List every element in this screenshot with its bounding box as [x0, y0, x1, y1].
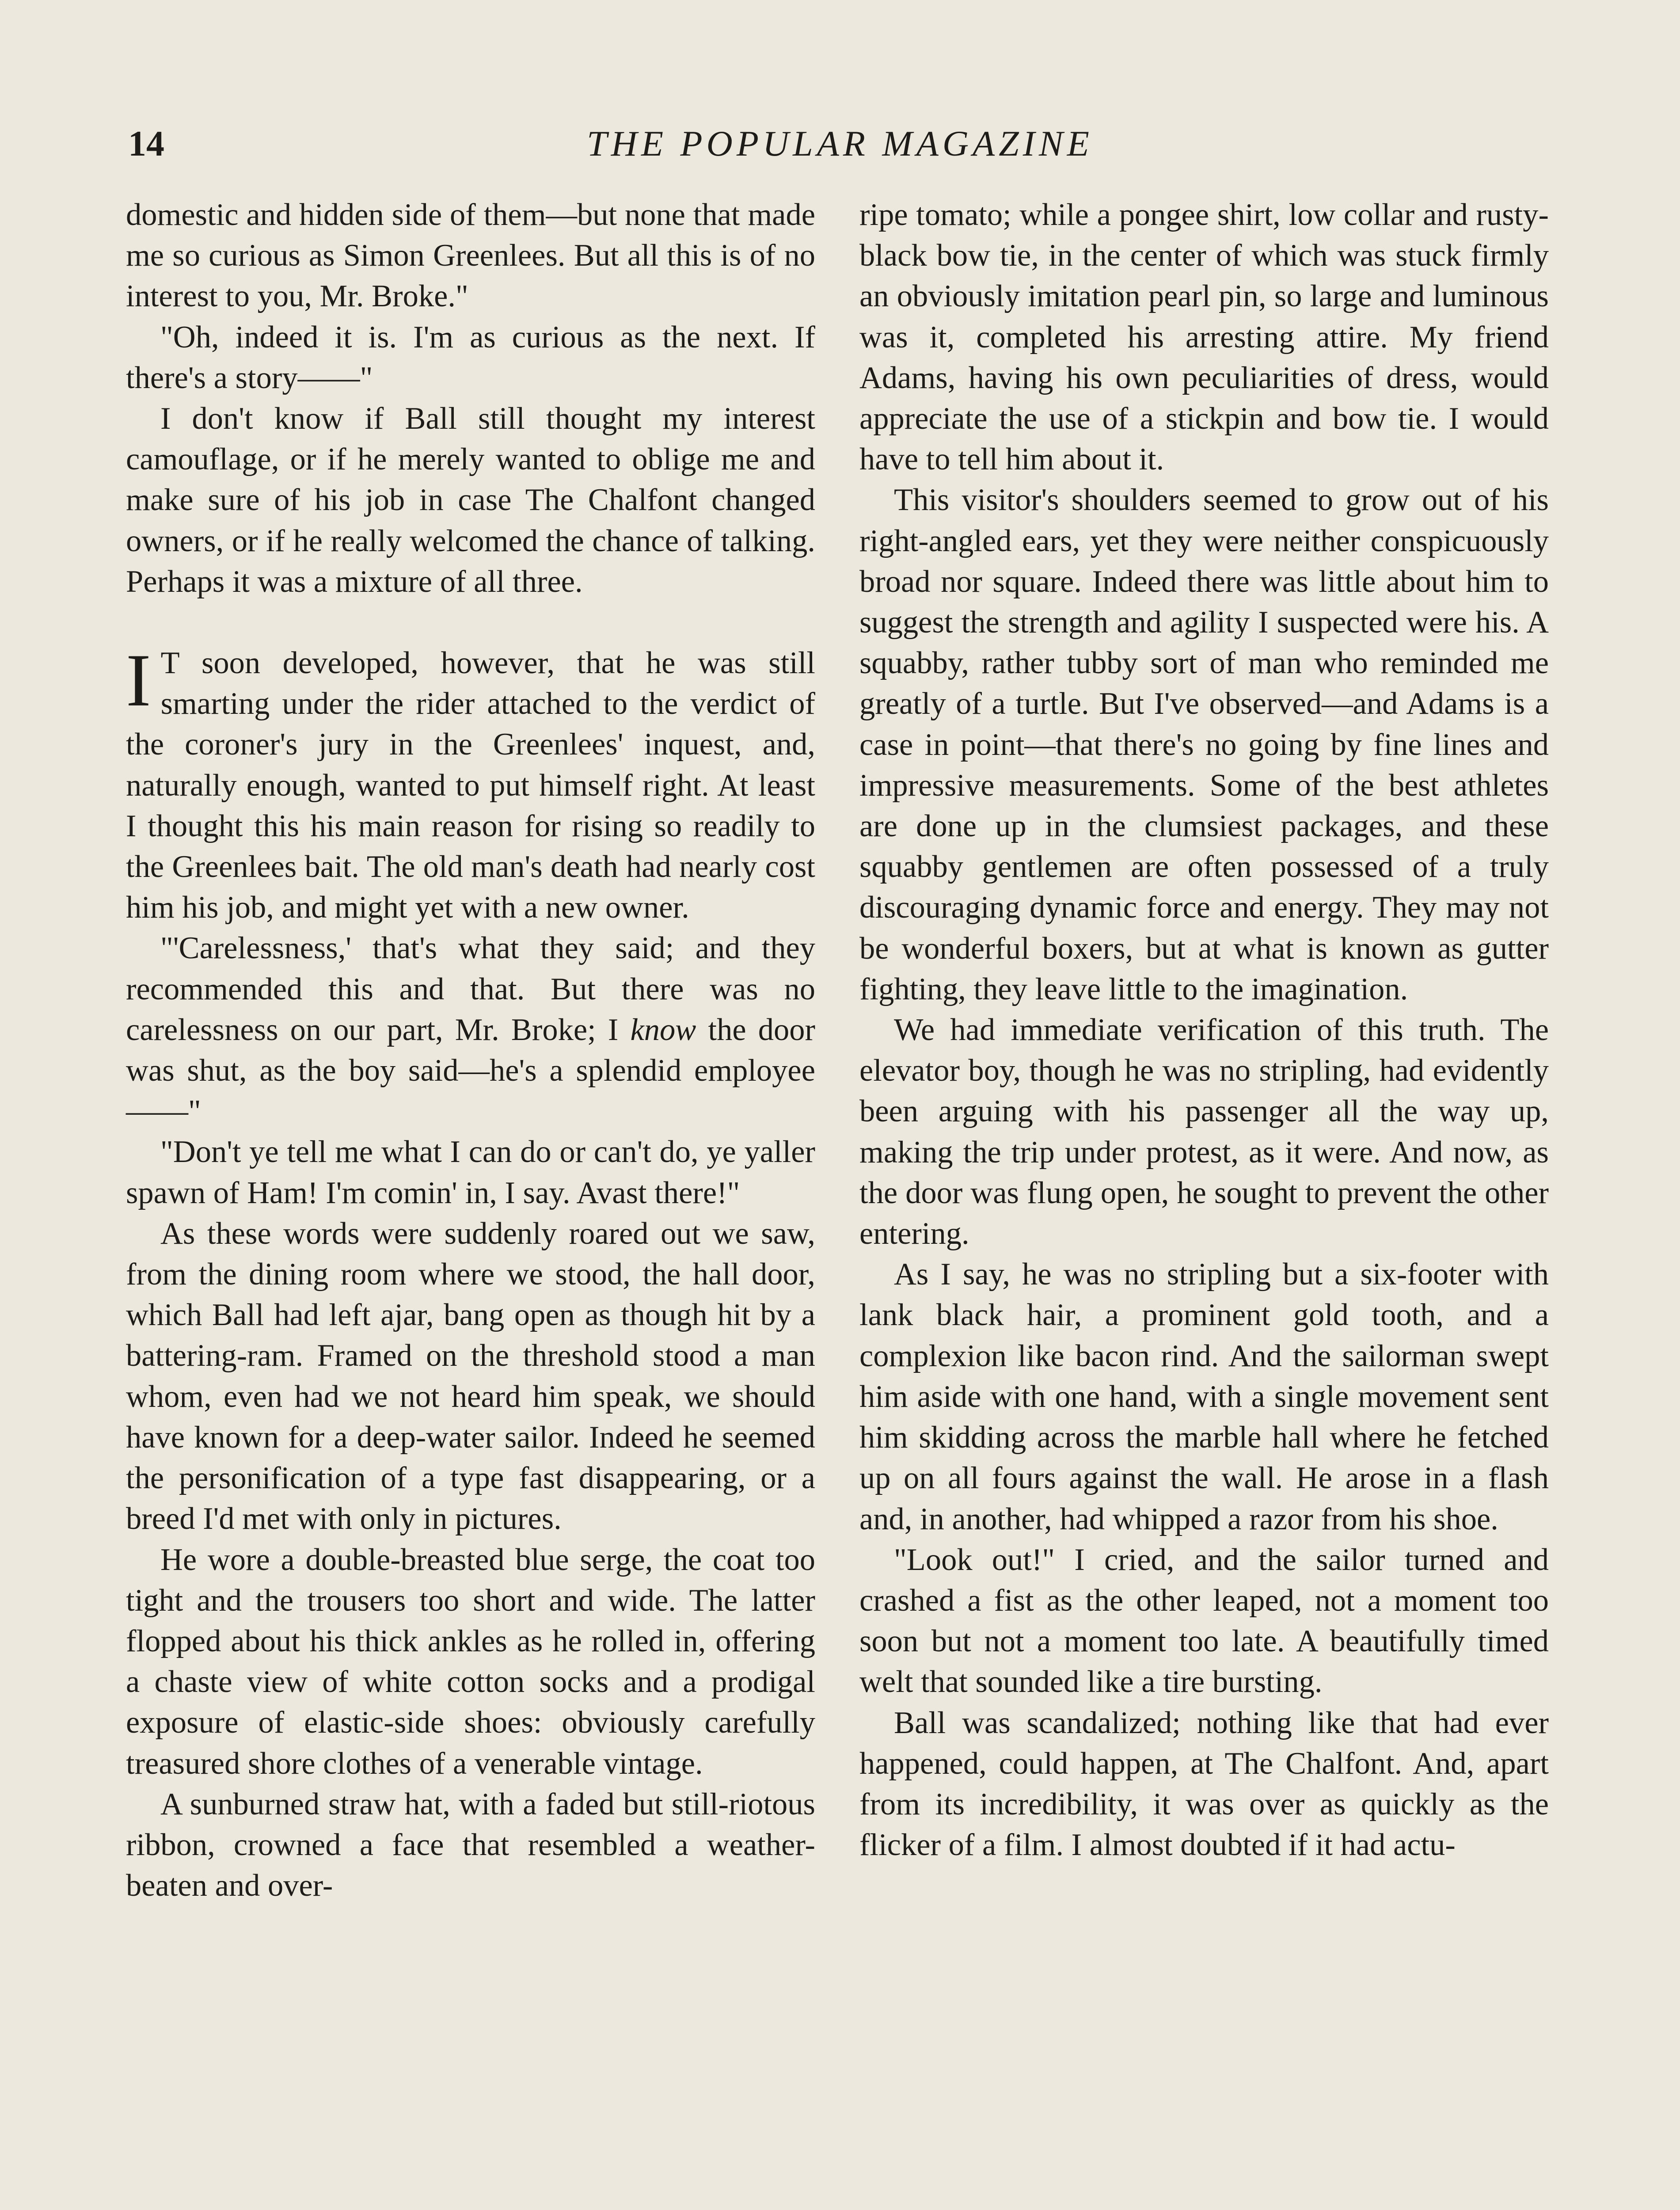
running-title: THE POPULAR MAGAZINE	[587, 123, 1093, 164]
paragraph: "Oh, indeed it is. I'm as curious as the next. If there's a story——"	[126, 320, 815, 395]
paragraph-text: "'Carelessness,' that's what they said; and they recommended this and that. But there was no carelessness on our part, Mr. Broke; I	[126, 931, 815, 1047]
page-header	[128, 119, 1552, 168]
paragraph: We had immediate verification of this truth. The elevator boy, though he was no stripling, had evidently been arguing with his passenger all the way up, making the trip under protest, as it were. And now, as the door was flung open, he sought to prevent the other entering.	[859, 1013, 1549, 1251]
paragraph: ripe tomato; while a pongee shirt, low collar and rusty-black bow tie, in the center of which was stuck firmly an obviously imitation pearl pin, so large and luminous was it, completed his arresting attire. My friend Adams, having his own peculiarities of dress, would appreciate the use of a stickpin and bow tie. I would have to tell him about it.	[859, 198, 1549, 477]
emphasis-text: know	[630, 1012, 696, 1047]
paragraph: domestic and hidden side of them—but none that made me so curious as Simon Greenlees. But all this is of no interest to you, Mr. Broke."	[126, 198, 815, 314]
paragraph: "Look out!" I cried, and the sailor turned and crashed a fist as the other leaped, not a moment too soon but not a moment too late. A beautifully timed welt that sounded like a tire bursting.	[859, 1542, 1549, 1699]
paragraph: "Don't ye tell me what I can do or can't do, ye yaller spawn of Ham! I'm comin' in, I say. Avast there!"	[126, 1135, 815, 1210]
paragraph-text: the door was shut, as the boy said—he's a splendid employee——"	[126, 1012, 815, 1129]
section-opening-text: T soon developed, however, that he was still smarting under the rider attached to the verdict of the coroner's jury in the Greenlees' inquest, and, naturally enough, wanted to put himself right. At least I thought this his main reason for rising so readily to the Greenlees bait. The old man's death had nearly cost him his job, and might yet with a new owner.	[126, 646, 815, 925]
page-number: 14	[128, 123, 164, 164]
right-column	[859, 194, 1549, 1865]
paragraph: He wore a double-breasted blue serge, the coat too tight and the trousers too short and wide. The latter flopped about his thick ankles as he rolled in, offering a chaste view of white cotton socks and a prodigal exposure of elastic-side shoes: obviously carefully treasured shore clothes of a venerable vintage.	[126, 1542, 815, 1781]
paragraph: This visitor's shoulders seemed to grow out of his right-angled ears, yet they were neither conspicuously broad nor square. Indeed there was little about him to suggest the strength and agility I suspected were his. A squabby, rather tubby sort of man who reminded me greatly of a turtle. But I've observed—and Adams is a case in point—that there's no going by fine lines and impressive measurements. Some of the best athletes are done up in the clumsiest packages, and these squabby gentlemen are often possessed of a truly discouraging dynamic force and energy. They may not be wonderful boxers, but at what is known as gutter fighting, they leave little to the imagination.	[859, 483, 1549, 1006]
paragraph: I don't know if Ball still thought my interest camouflage, or if he merely wanted to oblige me and make sure of his job in case The Chalfont changed owners, or if he really welcomed the chance of talking. Perhaps it was a mixture of all three.	[126, 401, 815, 599]
paragraph: As I say, he was no stripling but a six-footer with lank black hair, a prominent gold tooth, and a complexion like bacon rind. And the sailorman swept him aside with one hand, with a single movement sent him skidding across the marble hall where he fetched up on all fours against the wall. He arose in a flash and, in another, had whipped a razor from his shoe.	[859, 1257, 1549, 1536]
paragraph: A sunburned straw hat, with a faded but still-riotous ribbon, crowned a face that resembled a weather-beaten and over-	[126, 1787, 815, 1903]
paragraph: Ball was scandalized; nothing like that had ever happened, could happen, at The Chalfont. And, apart from its incredibility, it was over as quickly as the flicker of a film. I almost doubted if it had actu-	[859, 1705, 1549, 1863]
drop-cap: I	[126, 639, 151, 722]
paragraph: As these words were suddenly roared out we saw, from the dining room where we stood, the hall door, which Ball had left ajar, bang open as though hit by a battering-ram. Framed on the threshold stood a man whom, even had we not heard him speak, we should have known for a deep-water sailor. Indeed he seemed the personification of a type fast disappearing, or a breed I'd met with only in pictures.	[126, 1216, 815, 1536]
paragraph	[126, 928, 815, 1132]
section-opening-paragraph	[126, 639, 815, 928]
left-column	[126, 194, 815, 1906]
